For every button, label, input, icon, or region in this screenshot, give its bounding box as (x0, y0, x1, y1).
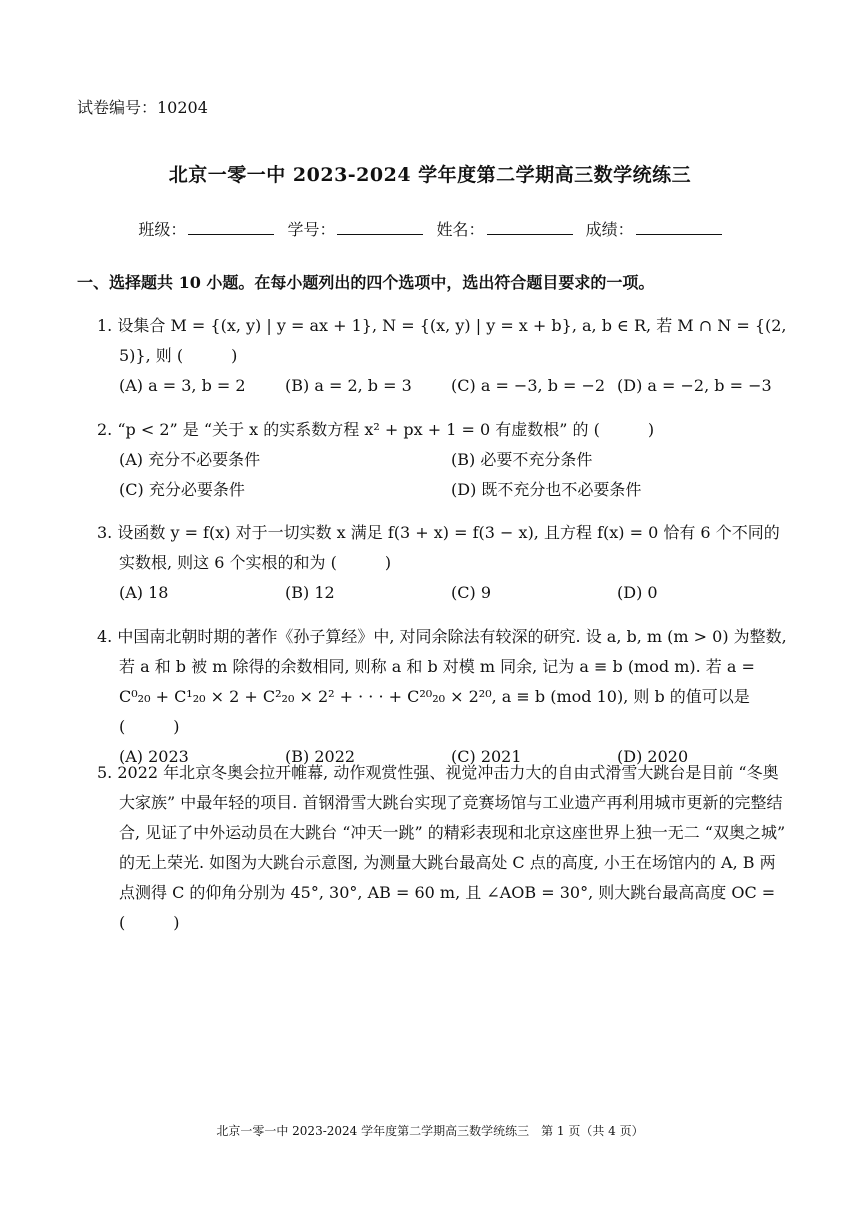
score-label: 成绩： (585, 220, 634, 239)
name-field[interactable] (437, 220, 573, 239)
option-d[interactable]: (D) a = −2, b = −3 (617, 376, 772, 395)
student-number-field[interactable] (287, 220, 423, 239)
option-d[interactable]: (D) 0 (617, 583, 658, 602)
option-row (97, 578, 787, 608)
option-a[interactable]: (A) 18 (119, 583, 169, 602)
paper-id: 试卷编号：10204 (77, 98, 208, 117)
option-d[interactable]: (D) 2020 (617, 747, 689, 766)
option-a[interactable]: (A) 2023 (119, 747, 189, 766)
class-label: 班级： (138, 220, 187, 239)
option-row (97, 445, 787, 475)
question-1 (97, 311, 787, 401)
option-b[interactable]: (B) 必要不充分条件 (451, 450, 593, 469)
option-b[interactable]: (B) 2022 (285, 747, 356, 766)
option-d[interactable]: (D) 既不充分也不必要条件 (451, 480, 642, 499)
score-field[interactable] (586, 220, 722, 239)
option-a[interactable]: (A) a = 3, b = 2 (119, 376, 246, 395)
question-5 (97, 758, 787, 938)
page-footer: 北京一零一中 2023-2024 学年度第二学期高三数学统练三 第 1 页（共 4 页） (216, 1124, 644, 1138)
page-title: 北京一零一中 2023-2024 学年度第二学期高三数学统练三 (168, 164, 692, 186)
score-blank[interactable] (636, 220, 722, 235)
option-row (97, 475, 787, 505)
question-4 (97, 622, 787, 772)
class-blank[interactable] (188, 220, 274, 235)
name-blank[interactable] (487, 220, 573, 235)
question-stem: 3. 设函数 y = f(x) 对于一切实数 x 满足 f(3 + x) = f(3 − x), 且方程 f(x) = 0 恰有 6 个不同的实数根, 则这 6 个实根的和为 ( ) (97, 523, 780, 572)
option-b[interactable]: (B) 12 (285, 583, 335, 602)
question-stem: 4. 中国南北朝时期的著作《孙子算经》中, 对同余除法有较深的研究. 设 a, b, m (m > 0) 为整数, 若 a 和 b 被 m 除得的余数相同, 则称 a 和 b 对模 m 同余, 记为 a ≡ b (mod m). 若 a = C⁰₂₀ + C¹₂₀ × 2 + C²₂₀ × 2² + · · · + C²⁰₂₀ × 2²⁰, a ≡ b (mod 10), 则 b 的值可以是 ( ) (97, 627, 787, 736)
section-heading: 一、选择题共 10 小题。在每小题列出的四个选项中，选出符合题目要求的一项。 (77, 273, 655, 292)
option-b[interactable]: (B) a = 2, b = 3 (285, 376, 412, 395)
name-label: 姓名： (436, 220, 485, 239)
option-c[interactable]: (C) a = −3, b = −2 (451, 376, 606, 395)
option-c[interactable]: (C) 9 (451, 583, 491, 602)
option-a[interactable]: (A) 充分不必要条件 (119, 450, 261, 469)
student-number-label: 学号： (287, 220, 336, 239)
option-c[interactable]: (C) 充分必要条件 (119, 480, 245, 499)
question-2 (97, 415, 787, 505)
student-number-blank[interactable] (337, 220, 423, 235)
question-3 (97, 518, 787, 608)
student-info-line (0, 217, 860, 240)
question-stem: 5. 2022 年北京冬奥会拉开帷幕, 动作观赏性强、视觉冲击力大的自由式滑雪大跳台是目前 “冬奥大家族” 中最年轻的项目. 首钢滑雪大跳台实现了竞赛场馆与工业遗产再利用城市更新的完整结合, 见证了中外运动员在大跳台 “冲天一跳” 的精彩表现和北京这座世界上独一无二 “双奥之城” 的无上荣光. 如图为大跳台示意图, 为测量大跳台最高处 C 点的高度, 小王在场馆内的 A, B 两点测得 C 的仰角分别为 45°, 30°, AB = 60 m, 且 ∠AOB = 30°, 则大跳台最高高度 OC = ( ) (97, 763, 786, 932)
option-row (97, 371, 787, 401)
question-stem: 1. 设集合 M = {(x, y) | y = ax + 1}, N = {(x, y) | y = x + b}, a, b ∈ R, 若 M ∩ N = {(2, 5)}, 则 ( ) (97, 316, 787, 365)
option-c[interactable]: (C) 2021 (451, 747, 522, 766)
question-stem: 2. “p < 2” 是 “关于 x 的实系数方程 x² + px + 1 = 0 有虚数根” 的 ( ) (97, 420, 655, 439)
class-field[interactable] (138, 220, 274, 239)
